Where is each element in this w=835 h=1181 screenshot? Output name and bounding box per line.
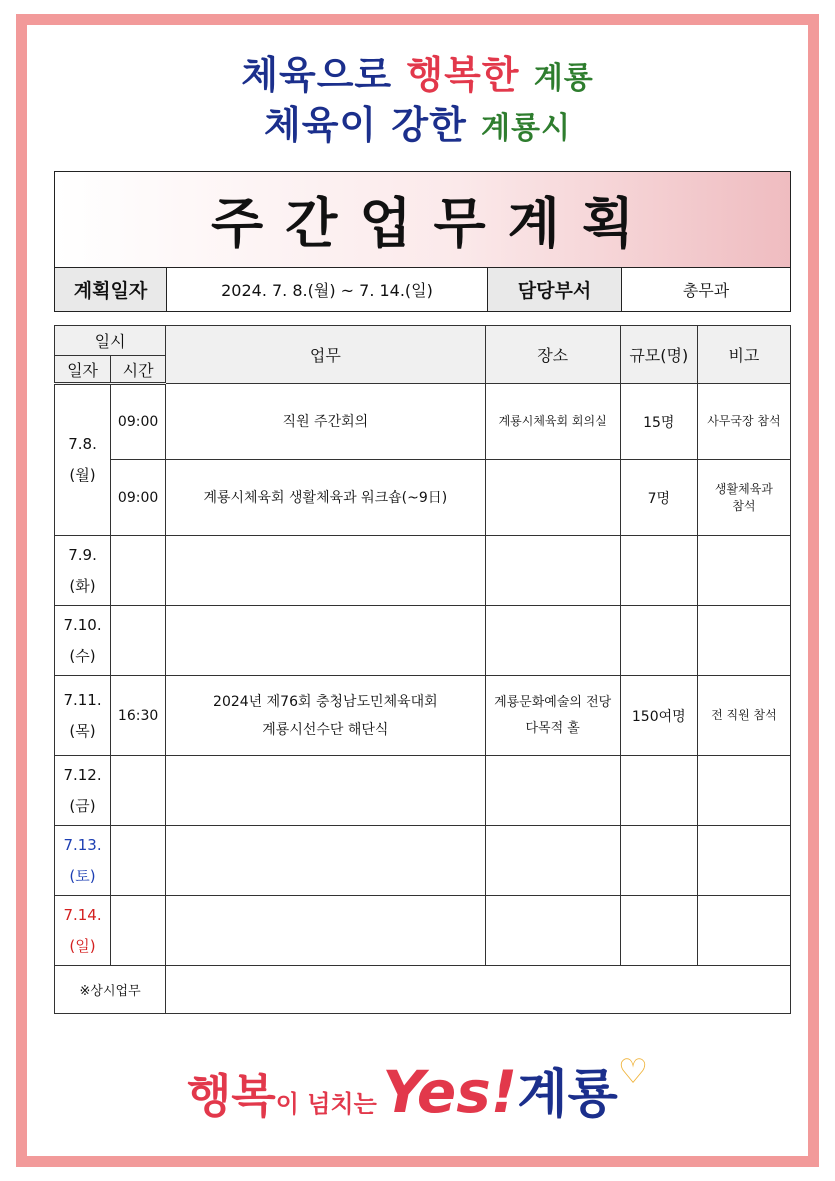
- date-text: 7.8.: [68, 435, 97, 453]
- task-cell: 직원 주간회의: [166, 384, 485, 460]
- task-cell: 계룡시체육회 생활체육과 워크숍(~9日): [166, 460, 485, 536]
- weekday-text: (토): [69, 866, 96, 885]
- task-line: 2024년 제76회 충청남도민체육대회: [213, 693, 438, 710]
- note-cell: 전 직원 참석: [697, 676, 790, 756]
- slogan-word: 계룡: [533, 61, 594, 96]
- header-datetime: 일시: [55, 326, 166, 356]
- header-task: 업무: [166, 326, 485, 384]
- slogan-word: 계룡시: [481, 111, 571, 146]
- date-cell: [55, 756, 111, 826]
- header-time: 시간: [111, 356, 166, 384]
- weekday-text: (목): [69, 721, 96, 740]
- date-text: 7.14.: [63, 905, 102, 924]
- plan-date-label: 계획일자: [55, 268, 167, 312]
- weekday-text: (월): [69, 466, 96, 484]
- table-row: [55, 966, 791, 1014]
- note-cell: 생활체육과 참석: [697, 460, 790, 536]
- date-cell: [55, 896, 111, 966]
- weekday-text: (화): [69, 576, 96, 595]
- place-cell: [485, 460, 620, 536]
- slogan-word: 행복한: [406, 53, 520, 97]
- task-line: 계룡시선수단 해단식: [262, 721, 389, 738]
- task-cell: [166, 676, 485, 756]
- weekday-text: (수): [69, 646, 96, 665]
- table-row: [55, 826, 791, 896]
- date-text: 7.13.: [63, 835, 102, 854]
- standing-duties-label: ※상시업무: [55, 966, 166, 1014]
- heart-icon: ♡: [617, 1052, 649, 1092]
- header-scale: 규모(명): [620, 326, 697, 384]
- schedule-table: [54, 325, 791, 1014]
- header-date: 일자: [55, 356, 111, 384]
- footer-word: 행복: [186, 1069, 276, 1123]
- weekday-text: (일): [69, 936, 96, 955]
- footer-slogan: [0, 1052, 835, 1127]
- table-row: [55, 896, 791, 966]
- department-label: 담당부서: [488, 268, 622, 312]
- table-row: [55, 384, 791, 460]
- table-row: [55, 756, 791, 826]
- time-cell: 09:00: [111, 460, 166, 536]
- page-title: 주간업무계획: [211, 192, 656, 255]
- slogan-line-2: [0, 94, 835, 149]
- slogan-word: 체육으로: [241, 53, 393, 97]
- place-line: 계룡문화예술의 전당: [494, 694, 612, 710]
- table-row: [55, 460, 791, 536]
- date-text: 7.11.: [63, 690, 102, 709]
- department-value: 총무과: [622, 268, 791, 312]
- page-title-box: [54, 171, 791, 268]
- date-cell: [55, 384, 111, 536]
- plan-date-value: 2024. 7. 8.(월) ~ 7. 14.(일): [167, 268, 488, 312]
- slogan-word: 강한: [391, 103, 467, 147]
- time-cell: 09:00: [111, 384, 166, 460]
- date-cell: [55, 606, 111, 676]
- place-cell: [485, 676, 620, 756]
- weekday-text: (금): [69, 796, 96, 815]
- date-text: 7.9.: [68, 545, 97, 564]
- table-row: [55, 606, 791, 676]
- date-cell: [55, 826, 111, 896]
- scale-cell: 7명: [620, 460, 697, 536]
- date-text: 7.12.: [63, 765, 102, 784]
- scale-cell: 15명: [620, 384, 697, 460]
- slogan-word: 체육이: [264, 103, 378, 147]
- plan-info-table: [54, 267, 791, 312]
- table-row: [55, 536, 791, 606]
- header-note: 비고: [697, 326, 790, 384]
- header-place: 장소: [485, 326, 620, 384]
- slogan-line-1: [0, 44, 835, 99]
- scale-cell: 150여명: [620, 676, 697, 756]
- date-text: 7.10.: [63, 615, 102, 634]
- date-cell: [55, 536, 111, 606]
- time-cell: 16:30: [111, 676, 166, 756]
- place-cell: 계룡시체육회 회의실: [485, 384, 620, 460]
- footer-word: 이 넘치는: [275, 1090, 377, 1118]
- date-cell: [55, 676, 111, 756]
- footer-word: Yes!: [382, 1058, 518, 1126]
- footer-word: 계룡: [517, 1065, 618, 1125]
- note-cell: 사무국장 참석: [697, 384, 790, 460]
- table-row: [55, 676, 791, 756]
- place-line: 다목적 홀: [525, 720, 580, 736]
